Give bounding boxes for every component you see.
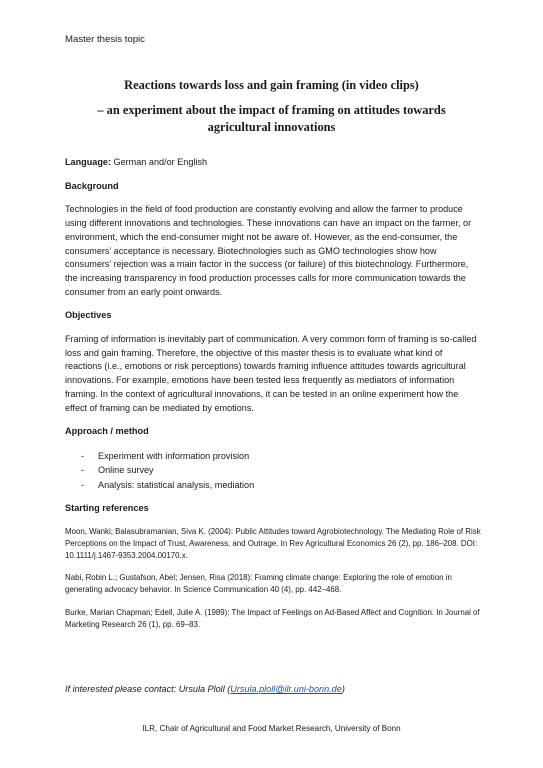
reference-item: Nabi, Robin L.; Gustafson, Abel; Jensen, Risa (2018): Framing climate change: Exploring the role of emotion in generating advocacy behavior. In Science Communication 40 (4), pp. 442–468. — [65, 573, 452, 595]
list-item — [65, 478, 481, 492]
references-list — [65, 526, 481, 631]
background-heading: Background — [65, 180, 119, 191]
contact-email-link[interactable]: Ursula.ploll@ilr.uni-bonn.de — [230, 684, 342, 694]
header-note: Master thesis topic — [65, 34, 145, 45]
list-item-text: Experiment with information provision — [98, 450, 250, 461]
objectives-text: Framing of information is inevitably part of communication. A very common form of framing is so-called loss and gain framing. Therefore, the objective of this master thesis is to evaluate what kind of reactions (i.e., emotions or risk perceptions) towards framing influence attitudes towards agricultural innovations. For example, emotions have been tested less frequently as mediators of information framing. In the context of agricultural innovations, it can be tested in an online experiment how the effect of framing can be mediated by emotions. — [65, 334, 477, 413]
list-dash: - — [81, 450, 85, 461]
list-item-text: Analysis: statistical analysis, mediation — [98, 479, 255, 490]
approach-list — [65, 449, 481, 492]
contact-line — [65, 684, 345, 694]
objectives-heading: Objectives — [65, 310, 112, 321]
document-title — [65, 77, 478, 136]
language-label: Language: — [65, 157, 111, 167]
language-value: German and/or English — [110, 157, 208, 167]
title-line-2: – an experiment about the impact of framing on attitudes towards agricultural innovations — [97, 103, 446, 134]
title-line-1: Reactions towards loss and gain framing (in video clips) — [124, 78, 419, 92]
list-item — [65, 449, 481, 463]
contact-suffix: ) — [341, 684, 345, 694]
background-text: Technologies in the field of food production are constantly evolving and allow the farmer to produce using different innovations and technologies. These innovations can have an impact on the farmer, or environment, which the end-consumer might not be aware of. However, as the end-consumer, the consumers’ acceptance is necessary. Biotechnologies such as GMO technologies show how consumers’ rejection was a main factor in the success (or failure) of this biotechnology. Furthermore, the increasing transparency in food production processes calls for more communication towards the consumer from an early point onwards. — [65, 204, 472, 297]
list-dash: - — [81, 479, 85, 490]
approach-heading: Approach / method — [65, 426, 149, 437]
list-item — [65, 463, 481, 477]
reference-item: Burke, Marian Chapman; Edell, Julie A. (1989): The Impact of Feelings on Ad-Based Affect and Cognition. In Journal of Marketing Research 26 (1), pp. 69–83. — [65, 607, 480, 629]
language-line — [65, 156, 481, 170]
page-footer: ILR, Chair of Agricultural and Food Market Research, University of Bonn — [142, 724, 401, 733]
document-body — [65, 156, 481, 641]
references-heading: Starting references — [65, 502, 149, 513]
contact-prefix: If interested please contact: Ursula Ploll ( — [65, 684, 231, 694]
list-dash: - — [81, 465, 85, 476]
reference-item: Moon, Wanki; Balasubramanian, Siva K. (2004): Public Attitudes toward Agrobiotechnology. The Mediating Role of Risk Perceptions on the Impact of Trust, Awareness, and Outrage. In Rev Agricultural Economics 26 (2), pp. 186–208. DOI: 10.1111/j.1467-9353.2004.00170.x. — [65, 526, 481, 560]
list-item-text: Online survey — [98, 465, 154, 476]
